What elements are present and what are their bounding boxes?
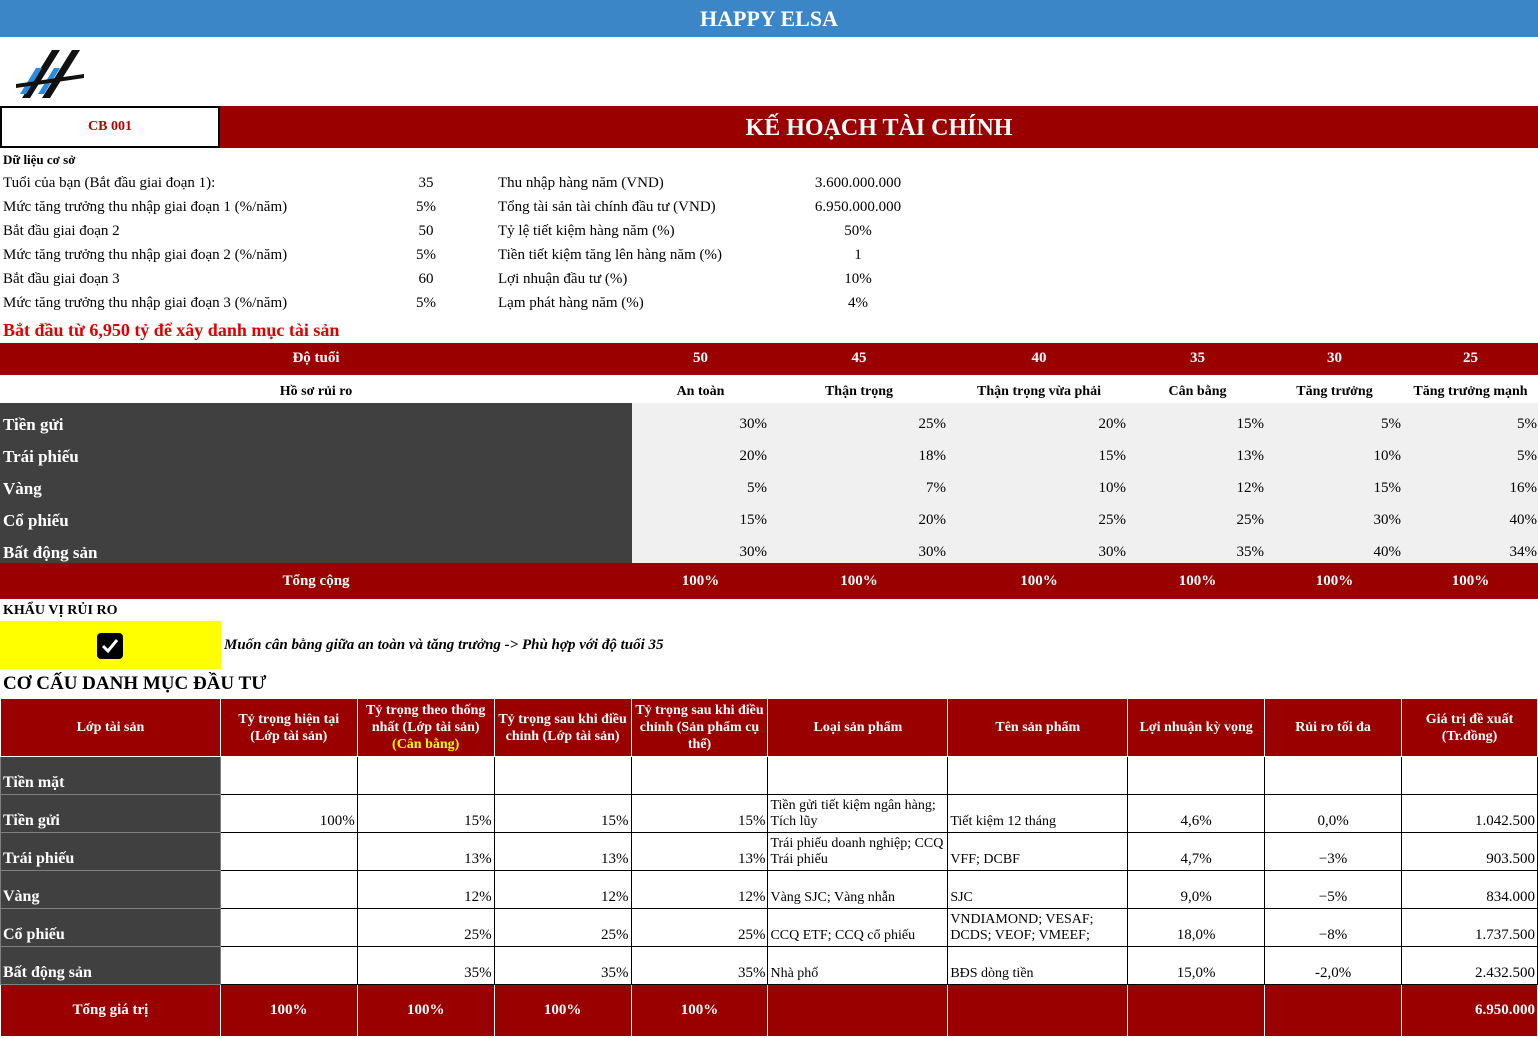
portfolio-total-row bbox=[1, 985, 1538, 1037]
base-right-label: Lạm phát hàng năm (%) bbox=[498, 295, 644, 311]
allocation-cell[interactable]: 16% bbox=[1509, 480, 1537, 496]
asset-name: Tiền gửi bbox=[3, 415, 64, 434]
allocation-cell[interactable]: 35% bbox=[1236, 544, 1264, 560]
base-left-label: Bắt đầu giai đoạn 3 bbox=[3, 271, 120, 287]
profile-name: Tăng trưởng mạnh bbox=[1413, 384, 1528, 399]
row-asset-name: Tiền gửi bbox=[1, 795, 221, 833]
base-right-label: Tiền tiết kiệm tăng lên hàng năm (%) bbox=[498, 247, 722, 263]
portfolio-total-adjusted-product: 100% bbox=[631, 985, 768, 1037]
col-product-name: Tên sản phẩm bbox=[948, 699, 1128, 757]
cell-proposed-value[interactable]: 2.432.500 bbox=[1402, 947, 1538, 985]
table-row bbox=[1, 947, 1538, 985]
portfolio-header-row bbox=[1, 699, 1538, 757]
base-left-value[interactable]: 35 bbox=[418, 175, 434, 191]
cell-max-risk[interactable]: 0,0% bbox=[1265, 795, 1402, 833]
allocation-cell[interactable]: 20% bbox=[739, 448, 767, 464]
total-value: 100% bbox=[840, 573, 878, 589]
cell-agreed[interactable] bbox=[357, 757, 494, 795]
cell-adjusted-product[interactable]: 12% bbox=[631, 871, 768, 909]
asset-name-column bbox=[0, 403, 632, 563]
total-row bbox=[0, 563, 1538, 599]
row-asset-name: Tiền mặt bbox=[1, 757, 221, 795]
base-left-label: Bắt đầu giai đoạn 2 bbox=[3, 223, 120, 239]
profile-name: An toàn bbox=[676, 384, 725, 399]
cell-adjusted-class[interactable]: 12% bbox=[494, 871, 631, 909]
asset-name: Cổ phiếu bbox=[3, 511, 69, 530]
cell-current[interactable] bbox=[220, 871, 357, 909]
cell-proposed-value[interactable]: 1.737.500 bbox=[1402, 909, 1538, 947]
age-row bbox=[0, 343, 1538, 375]
total-value: 100% bbox=[1020, 573, 1058, 589]
portfolio-total-current: 100% bbox=[220, 985, 357, 1037]
cell-agreed[interactable]: 15% bbox=[357, 795, 494, 833]
base-left-value[interactable]: 5% bbox=[416, 199, 436, 215]
base-right-value[interactable]: 1 bbox=[854, 247, 862, 263]
profile-label: Hồ sơ rủi ro bbox=[279, 384, 353, 399]
col-expected-return: Lợi nhuận kỳ vọng bbox=[1128, 699, 1265, 757]
base-right-label: Tổng tài sản tài chính đầu tư (VND) bbox=[498, 199, 716, 215]
total-value: 100% bbox=[681, 573, 720, 589]
plan-code: CB 001 bbox=[0, 106, 220, 148]
portfolio-total-label: Tổng giá trị bbox=[1, 985, 221, 1037]
col-current: Tỷ trọng hiện tại (Lớp tài sản) bbox=[220, 699, 357, 757]
risk-appetite-note: Muốn cân bằng giữa an toàn và tăng trưởng -> Phù hợp với độ tuổi 35 bbox=[224, 637, 664, 653]
cell-max-risk[interactable]: -2,0% bbox=[1265, 947, 1402, 985]
asset-name: Vàng bbox=[3, 479, 42, 498]
allocation-cell[interactable]: 12% bbox=[1236, 480, 1264, 496]
cell-product-name[interactable]: Tiết kiệm 12 tháng bbox=[948, 795, 1128, 833]
cell-product-name[interactable]: VNDIAMOND; VESAF; DCDS; VEOF; VMEEF; bbox=[948, 909, 1128, 947]
allocation-cell[interactable]: 13% bbox=[1236, 448, 1264, 464]
base-left-label: Tuổi của bạn (Bắt đầu giai đoạn 1): bbox=[3, 175, 216, 191]
base-left-value[interactable]: 5% bbox=[416, 295, 436, 311]
profile-row bbox=[0, 375, 1538, 403]
allocation-cell[interactable]: 5% bbox=[1517, 416, 1537, 432]
base-right-value[interactable]: 50% bbox=[844, 223, 872, 239]
cell-agreed[interactable]: 35% bbox=[357, 947, 494, 985]
allocation-grid bbox=[632, 403, 1538, 563]
cell-expected-return[interactable] bbox=[1128, 757, 1265, 795]
base-left-value[interactable]: 60 bbox=[418, 271, 434, 287]
start-heading: Bắt đầu từ 6,950 tỷ để xây danh mục tài sản bbox=[3, 320, 340, 340]
allocation-cell[interactable]: 30% bbox=[739, 544, 767, 560]
portfolio-total-adjusted-class: 100% bbox=[494, 985, 631, 1037]
cell-current[interactable] bbox=[220, 947, 357, 985]
base-left-label: Mức tăng trưởng thu nhập giai đoạn 3 (%/năm) bbox=[3, 295, 288, 311]
cell-proposed-value[interactable] bbox=[1402, 757, 1538, 795]
portfolio-total-value: 6.950.000 bbox=[1402, 985, 1538, 1037]
cell-product-type[interactable]: Vàng SJC; Vàng nhẫn bbox=[768, 871, 948, 909]
base-left-value[interactable]: 5% bbox=[416, 247, 436, 263]
cell-adjusted-class[interactable]: 15% bbox=[494, 795, 631, 833]
base-left-label: Mức tăng trưởng thu nhập giai đoạn 1 (%/năm) bbox=[3, 199, 288, 215]
row-asset-name: Trái phiếu bbox=[1, 833, 221, 871]
cell-agreed[interactable]: 13% bbox=[357, 833, 494, 871]
asset-name: Trái phiếu bbox=[3, 447, 79, 466]
risk-appetite-checkbox[interactable] bbox=[97, 633, 123, 659]
col-adjusted-product: Tỷ trọng sau khi điều chỉnh (Sản phẩm cụ thể) bbox=[631, 699, 768, 757]
allocation-cell[interactable]: 5% bbox=[1381, 416, 1401, 432]
allocation-cell[interactable]: 30% bbox=[739, 416, 767, 432]
cell-expected-return[interactable]: 15,0% bbox=[1128, 947, 1265, 985]
cell-adjusted-product[interactable] bbox=[631, 757, 768, 795]
allocation-cell[interactable]: 30% bbox=[1373, 512, 1401, 528]
allocation-cell[interactable]: 15% bbox=[739, 512, 767, 528]
cell-product-type[interactable]: CCQ ETF; CCQ cổ phiếu bbox=[768, 909, 948, 947]
base-left-value[interactable]: 50 bbox=[418, 223, 434, 239]
profile-name: Thận trọng vừa phải bbox=[977, 384, 1101, 399]
allocation-cell[interactable]: 20% bbox=[918, 512, 946, 528]
age-value: 40 bbox=[1031, 350, 1047, 366]
cell-adjusted-class[interactable]: 35% bbox=[494, 947, 631, 985]
cell-current[interactable] bbox=[220, 757, 357, 795]
row-asset-name: Cổ phiếu bbox=[1, 909, 221, 947]
cell-agreed[interactable]: 12% bbox=[357, 871, 494, 909]
col-adjusted-class: Tỷ trọng sau khi điều chỉnh (Lớp tài sản) bbox=[494, 699, 631, 757]
check-icon bbox=[101, 638, 119, 654]
table-row bbox=[1, 909, 1538, 947]
cell-max-risk[interactable]: −3% bbox=[1265, 833, 1402, 871]
cell-product-type[interactable]: Nhà phố bbox=[768, 947, 948, 985]
allocation-cell[interactable]: 18% bbox=[918, 448, 946, 464]
allocation-cell[interactable]: 20% bbox=[1098, 416, 1126, 432]
allocation-cell[interactable]: 15% bbox=[1373, 480, 1401, 496]
cell-current[interactable] bbox=[220, 909, 357, 947]
age-value: 45 bbox=[851, 350, 867, 366]
row-asset-name: Bất động sản bbox=[1, 947, 221, 985]
profile-name: Thận trọng bbox=[824, 384, 894, 399]
cell-adjusted-class[interactable]: 25% bbox=[494, 909, 631, 947]
allocation-cell[interactable]: 7% bbox=[926, 480, 946, 496]
profile-name: Cân bằng bbox=[1168, 384, 1227, 399]
table-row bbox=[1, 795, 1538, 833]
cell-proposed-value[interactable]: 903.500 bbox=[1402, 833, 1538, 871]
cell-product-type[interactable] bbox=[768, 757, 948, 795]
allocation-cell[interactable]: 40% bbox=[1509, 512, 1537, 528]
cell-adjusted-product[interactable]: 13% bbox=[631, 833, 768, 871]
row-asset-name: Vàng bbox=[1, 871, 221, 909]
cell-adjusted-product[interactable]: 15% bbox=[631, 795, 768, 833]
allocation-cell[interactable]: 25% bbox=[1098, 512, 1126, 528]
allocation-cell[interactable]: 15% bbox=[1236, 416, 1264, 432]
portfolio-total-empty bbox=[948, 985, 1128, 1037]
base-right-value[interactable]: 6.950.000.000 bbox=[814, 199, 902, 215]
base-right-value[interactable]: 3.600.000.000 bbox=[814, 175, 902, 191]
table-row bbox=[1, 833, 1538, 871]
allocation-cell[interactable]: 15% bbox=[1098, 448, 1126, 464]
allocation-cell[interactable]: 10% bbox=[1373, 448, 1401, 464]
cell-current[interactable] bbox=[220, 833, 357, 871]
allocation-cell[interactable]: 5% bbox=[1517, 448, 1537, 464]
age-value: 50 bbox=[693, 350, 708, 366]
cell-product-name[interactable]: SJC bbox=[948, 871, 1128, 909]
portfolio-total-empty bbox=[1128, 985, 1265, 1037]
base-right-value[interactable]: 10% bbox=[844, 271, 872, 287]
app-header: HAPPY ELSA bbox=[0, 0, 1538, 37]
cell-adjusted-product[interactable]: 35% bbox=[631, 947, 768, 985]
allocation-cell[interactable]: 30% bbox=[918, 544, 946, 560]
age-value: 35 bbox=[1190, 350, 1205, 366]
cell-product-name[interactable] bbox=[948, 757, 1128, 795]
cell-proposed-value[interactable]: 834.000 bbox=[1402, 871, 1538, 909]
cell-expected-return[interactable]: 4,6% bbox=[1128, 795, 1265, 833]
portfolio-total-agreed: 100% bbox=[357, 985, 494, 1037]
cell-expected-return[interactable]: 4,7% bbox=[1128, 833, 1265, 871]
cell-adjusted-product[interactable]: 25% bbox=[631, 909, 768, 947]
base-data-label: Dữ liệu cơ sở bbox=[3, 152, 76, 167]
portfolio-total-empty bbox=[768, 985, 948, 1037]
cell-max-risk[interactable]: −5% bbox=[1265, 871, 1402, 909]
col-max-risk: Rủi ro tối đa bbox=[1265, 699, 1402, 757]
total-value: 100% bbox=[1315, 573, 1354, 589]
age-value: 30 bbox=[1327, 350, 1342, 366]
asset-name: Bất động sản bbox=[3, 543, 98, 562]
cell-expected-return[interactable]: 9,0% bbox=[1128, 871, 1265, 909]
cell-adjusted-class[interactable]: 13% bbox=[494, 833, 631, 871]
total-value: 100% bbox=[1178, 573, 1217, 589]
cell-proposed-value[interactable]: 1.042.500 bbox=[1402, 795, 1538, 833]
base-right-label: Tỷ lệ tiết kiệm hàng năm (%) bbox=[498, 223, 675, 239]
base-right-label: Lợi nhuận đầu tư (%) bbox=[498, 271, 628, 287]
cell-max-risk[interactable]: −8% bbox=[1265, 909, 1402, 947]
portfolio-table bbox=[0, 698, 1538, 1037]
total-label: Tổng cộng bbox=[282, 573, 350, 589]
logo-icon bbox=[14, 46, 84, 102]
allocation-cell[interactable]: 40% bbox=[1373, 544, 1401, 560]
allocation-cell[interactable]: 25% bbox=[918, 416, 946, 432]
col-asset-class: Lớp tài sản bbox=[1, 699, 221, 757]
portfolio-total-empty bbox=[1265, 985, 1402, 1037]
cell-product-name[interactable]: VFF; DCBF bbox=[948, 833, 1128, 871]
col-agreed-text: Tỷ trọng theo thống nhất (Lớp tài sản) bbox=[365, 703, 486, 735]
cell-max-risk[interactable] bbox=[1265, 757, 1402, 795]
base-right-value[interactable]: 4% bbox=[848, 295, 868, 311]
cell-current[interactable]: 100% bbox=[220, 795, 357, 833]
allocation-cell[interactable]: 30% bbox=[1098, 544, 1126, 560]
table-row bbox=[1, 757, 1538, 795]
col-agreed-profile: (Cân bằng) bbox=[392, 737, 460, 752]
total-value: 100% bbox=[1451, 573, 1490, 589]
page-title: KẾ HOẠCH TÀI CHÍNH bbox=[220, 106, 1538, 148]
table-row bbox=[1, 871, 1538, 909]
allocation-cell[interactable]: 5% bbox=[747, 480, 767, 496]
col-product-type: Loại sản phẩm bbox=[768, 699, 948, 757]
portfolio-heading: CƠ CẤU DANH MỤC ĐẦU TƯ bbox=[3, 673, 267, 694]
col-proposed-value: Giá trị đề xuất (Tr.đồng) bbox=[1402, 699, 1538, 757]
cell-expected-return[interactable]: 18,0% bbox=[1128, 909, 1265, 947]
profile-name: Tăng trưởng bbox=[1296, 384, 1373, 399]
cell-agreed[interactable]: 25% bbox=[357, 909, 494, 947]
cell-product-type[interactable]: Tiền gửi tiết kiệm ngân hàng; Tích lũy bbox=[768, 795, 948, 833]
age-label: Độ tuổi bbox=[292, 350, 340, 366]
col-agreed bbox=[357, 699, 494, 757]
allocation-cell[interactable]: 10% bbox=[1098, 480, 1126, 496]
cell-product-type[interactable]: Trái phiếu doanh nghiệp; CCQ Trái phiếu bbox=[768, 833, 948, 871]
base-left-label: Mức tăng trưởng thu nhập giai đoạn 2 (%/năm) bbox=[3, 247, 288, 263]
cell-product-name[interactable]: BĐS dòng tiền bbox=[948, 947, 1128, 985]
cell-adjusted-class[interactable] bbox=[494, 757, 631, 795]
allocation-cell[interactable]: 25% bbox=[1236, 512, 1264, 528]
age-value: 25 bbox=[1463, 350, 1478, 366]
allocation-cell[interactable]: 34% bbox=[1509, 544, 1537, 560]
risk-appetite-label: KHẨU VỊ RỦI RO bbox=[3, 603, 118, 618]
base-right-label: Thu nhập hàng năm (VND) bbox=[498, 175, 664, 191]
